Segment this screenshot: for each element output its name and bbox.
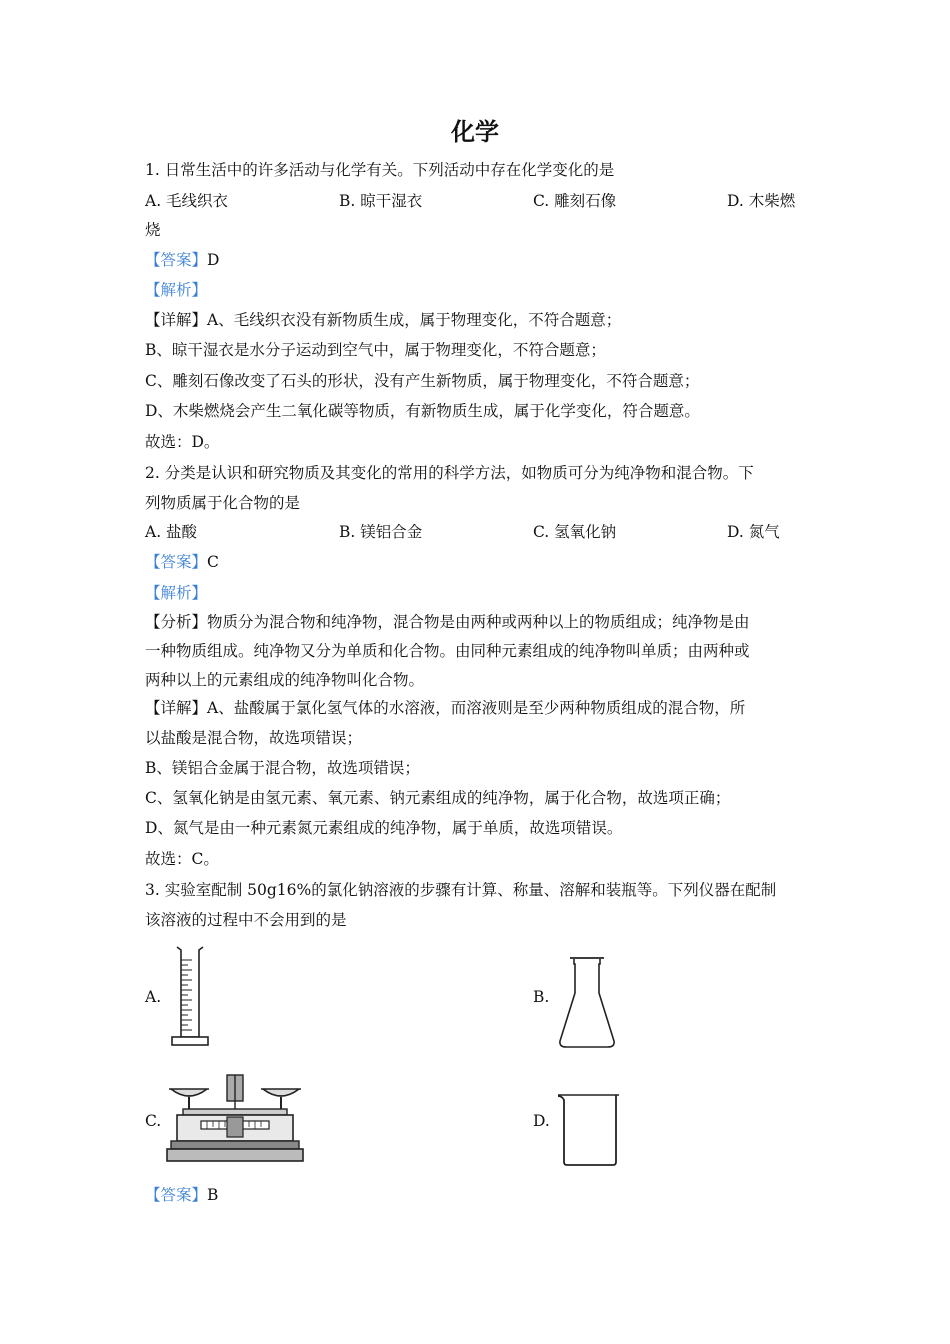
graduated-cylinder-icon bbox=[168, 945, 212, 1050]
q3-label-a: A. bbox=[145, 988, 162, 1006]
q3-answer bbox=[145, 1185, 218, 1205]
balance-icon bbox=[165, 1073, 305, 1167]
q2-detail-line: 一种物质组成。纯净物又分为单质和化合物。由同种元素组成的纯净物叫单质；由两种或 bbox=[145, 642, 750, 660]
q2-stem: 2. 分类是认识和研究物质及其变化的常用的科学方法，如物质可分为纯净物和混合物。下 bbox=[145, 464, 754, 482]
q2-detail-line: 【分析】物质分为混合物和纯净物，混合物是由两种或两种以上的物质组成；纯净物是由 bbox=[145, 613, 750, 631]
page-title: 化学 bbox=[451, 118, 499, 146]
q1-detail-line: D、木柴燃烧会产生二氧化碳等物质，有新物质生成，属于化学变化，符合题意。 bbox=[145, 402, 700, 420]
q1-detail-line: B、晾干湿衣是水分子运动到空气中，属于物理变化，不符合题意； bbox=[145, 341, 606, 359]
q1-detail-line: 【详解】A、毛线织衣没有新物质生成，属于物理变化，不符合题意； bbox=[145, 311, 622, 329]
q2-option-b: B. 镁铝合金 bbox=[339, 523, 423, 541]
q2-detail-line: 【详解】A、盐酸属于氯化氢气体的水溶液，而溶液则是至少两种物质组成的混合物，所 bbox=[145, 699, 746, 717]
q2-answer bbox=[145, 552, 219, 572]
q1-option-c: C. 雕刻石像 bbox=[533, 192, 617, 210]
q2-detail-line: 以盐酸是混合物，故选项错误； bbox=[145, 729, 363, 747]
answer-tag: 【答案】 bbox=[145, 1186, 208, 1204]
q2-detail-line: C、氢氧化钠是由氢元素、氧元素、钠元素组成的纯净物，属于化合物，故选项正确； bbox=[145, 789, 731, 807]
q2-detail-line: 两种以上的元素组成的纯净物叫化合物。 bbox=[145, 671, 425, 689]
q2-conclusion: 故选：C。 bbox=[145, 850, 219, 868]
q2-option-a: A. 盐酸 bbox=[145, 523, 198, 541]
q3-stem: 3. 实验室配制 50g16%的氯化钠溶液的步骤有计算、称量、溶解和装瓶等。下列仪器在配制 bbox=[145, 881, 777, 899]
q1-detail-line: C、雕刻石像改变了石头的形状，没有产生新物质，属于物理变化，不符合题意； bbox=[145, 372, 700, 390]
q1-analysis-tag: 【解析】 bbox=[145, 281, 208, 299]
q2-option-c: C. 氢氧化钠 bbox=[533, 523, 617, 541]
answer-value: D bbox=[207, 251, 220, 269]
q3-label-b: B. bbox=[533, 988, 550, 1006]
q2-analysis-tag: 【解析】 bbox=[145, 584, 208, 602]
q3-label-d: D. bbox=[533, 1112, 550, 1130]
q1-option-b: B. 晾干湿衣 bbox=[339, 192, 423, 210]
q1-option-d: D. 木柴燃 bbox=[727, 192, 796, 210]
q2-stem-cont: 列物质属于化合物的是 bbox=[145, 494, 301, 512]
q1-option-wrap: 烧 bbox=[145, 221, 161, 239]
q2-option-d: D. 氮气 bbox=[727, 523, 780, 541]
answer-value: C bbox=[207, 553, 219, 571]
q1-option-a: A. 毛线织衣 bbox=[145, 192, 229, 210]
q3-label-c: C. bbox=[145, 1112, 162, 1130]
conical-flask-icon bbox=[556, 955, 618, 1051]
q1-stem: 1. 日常生活中的许多活动与化学有关。下列活动中存在化学变化的是 bbox=[145, 161, 615, 179]
q2-detail-line: D、氮气是由一种元素氮元素组成的纯净物，属于单质，故选项错误。 bbox=[145, 819, 623, 837]
answer-tag: 【答案】 bbox=[145, 251, 208, 269]
q3-stem-cont: 该溶液的过程中不会用到的是 bbox=[145, 911, 347, 929]
answer-value: B bbox=[207, 1186, 219, 1204]
beaker-icon bbox=[556, 1092, 622, 1168]
q2-detail-line: B、镁铝合金属于混合物，故选项错误； bbox=[145, 759, 420, 777]
q1-conclusion: 故选：D。 bbox=[145, 433, 220, 451]
answer-tag: 【答案】 bbox=[145, 553, 208, 571]
q1-answer bbox=[145, 250, 219, 270]
